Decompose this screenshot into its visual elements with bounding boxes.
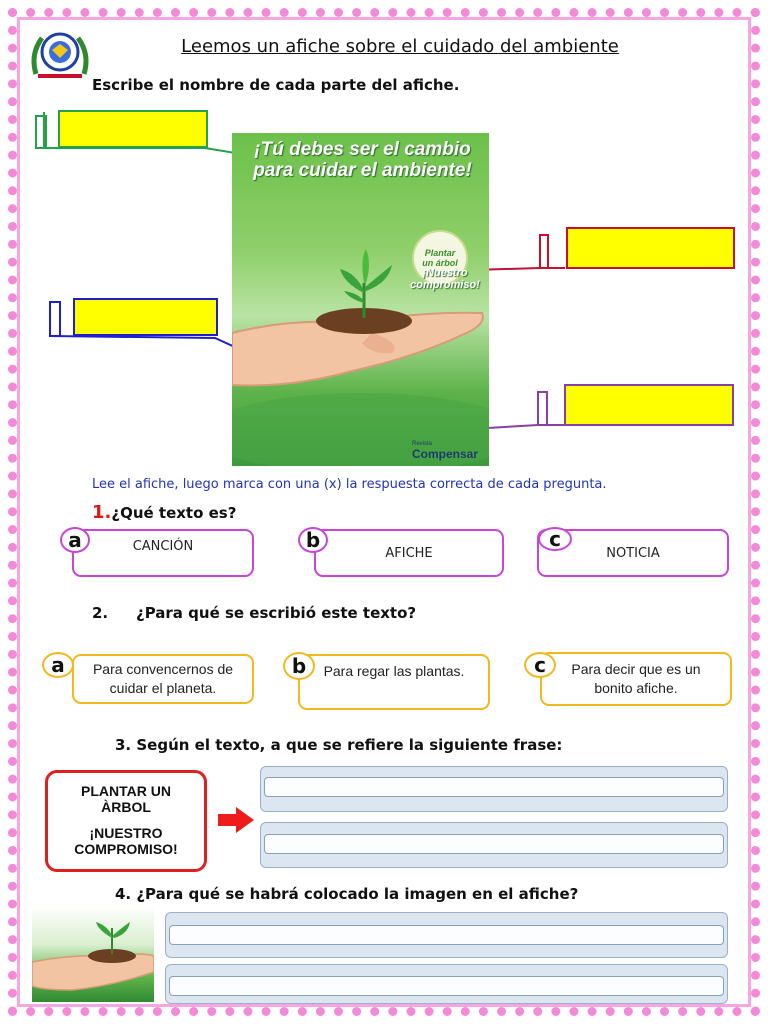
q2-option-c-text-1: Para decir que es un (571, 661, 701, 677)
q1-option-c-text: NOTICIA (606, 545, 660, 561)
q4-answer-line-2[interactable] (169, 976, 724, 996)
poster-badge: Plantar un árbol (412, 230, 468, 286)
label-box-brand[interactable] (564, 384, 734, 426)
question-4-text: 4. ¿Para qué se habrá colocado la imagen en el afiche? (115, 885, 579, 903)
q1-option-c-letter[interactable]: c (538, 527, 572, 551)
question-1-label: 1.¿Qué texto es? (92, 502, 237, 523)
label-box-title[interactable] (58, 110, 208, 148)
poster-thumbnail-image (32, 906, 154, 1002)
q2-option-a-text-1: Para convencernos de (92, 661, 234, 677)
q3-answer-line-1[interactable] (264, 777, 724, 797)
q2-option-c-letter[interactable]: c (524, 652, 556, 678)
label-box-image[interactable] (73, 298, 218, 336)
poster-headline: ¡Tú debes ser el cambio para cuidar el ambiente! (253, 139, 472, 181)
page-title: Leemos un afiche sobre el cuidado del ambiente (181, 36, 619, 57)
q2-option-a-letter[interactable]: a (42, 652, 74, 678)
poster-image (232, 133, 489, 466)
question-2-number: 2. (92, 604, 109, 622)
q2-option-b-box[interactable] (298, 654, 490, 710)
q2-option-b-letter[interactable]: b (283, 652, 315, 680)
q1-option-b-letter[interactable]: b (298, 527, 328, 553)
poster-brand: Revista Compensar (412, 441, 479, 461)
q2-option-b-text: Para regar las plantas. (323, 663, 465, 679)
poster-slogan: ¡Nuestro compromiso! (410, 267, 480, 291)
hand-plant-illustration (232, 133, 489, 466)
q1-option-a-box[interactable] (72, 529, 254, 577)
q4-answer-line-1[interactable] (169, 925, 724, 945)
section-instruction: Escribe el nombre de cada parte del afiche. (92, 76, 460, 94)
q3-answer-line-2[interactable] (264, 834, 724, 854)
reading-instruction: Lee el afiche, luego marca con una (x) la respuesta correcta de cada pregunta. (92, 477, 607, 492)
q1-option-b-text: AFICHE (385, 545, 433, 561)
question-2-text: ¿Para qué se escribió este texto? (136, 604, 417, 622)
q2-option-c-box[interactable] (540, 652, 732, 706)
q2-option-c-text-2: bonito afiche. (594, 680, 678, 696)
q1-option-a-letter[interactable]: a (60, 527, 90, 553)
q2-option-a-text-2: cuidar el planeta. (109, 680, 217, 696)
quoted-phrase-box: PLANTAR UN ÀRBOL ¡NUESTRO COMPROMISO! (45, 770, 207, 872)
question-3-text: 3. Según el texto, a que se refiere la siguiente frase: (115, 736, 563, 754)
hand-plant-thumbnail (32, 906, 154, 1002)
q2-option-a-box[interactable] (72, 654, 254, 704)
q1-option-a-text: CANCIÓN (132, 539, 194, 554)
q1-option-b-box[interactable] (314, 529, 504, 577)
label-box-slogan[interactable] (566, 227, 735, 269)
arrow-right-icon (216, 806, 256, 834)
